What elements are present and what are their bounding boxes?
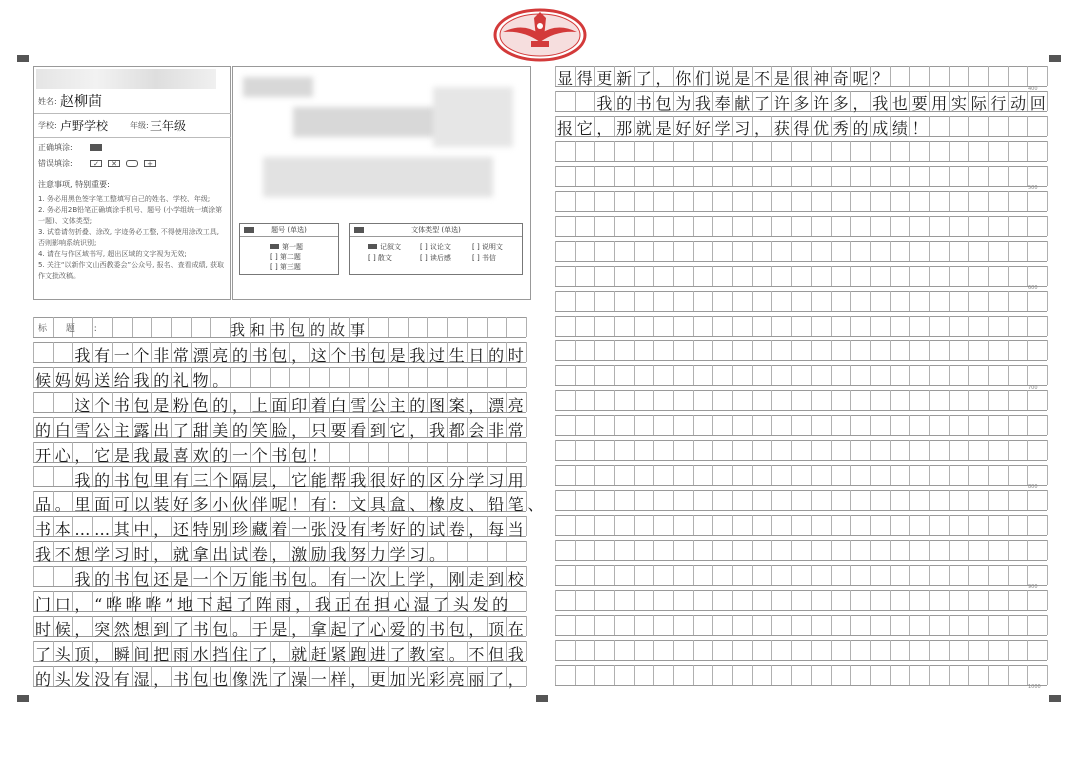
topic-option-1[interactable]: 第一题 <box>270 242 303 252</box>
count-mark: 900 <box>1028 584 1038 590</box>
essay-line[interactable]: 这个书包是粉色的，上面印着白雪公主的图案，漂亮 <box>35 395 528 415</box>
notes-title: 注意事项, 特别重要: <box>38 180 110 189</box>
essay-line[interactable]: 报它，那就是好好学习，获得优秀的成绩！ <box>557 118 932 138</box>
essay-line[interactable]: 的白雪公主露出了甜美的笑脸，只要看到它，我都会非常 <box>35 420 528 440</box>
alignment-marker <box>1049 695 1061 702</box>
name-value[interactable]: 赵柳茴 <box>60 94 102 110</box>
topic-select-box <box>239 223 339 275</box>
wrong-fill-label: 错误填涂: <box>38 159 73 168</box>
essay-line[interactable]: 我有一个非常漂亮的书包，这个书包是我过生日的时 <box>35 346 528 365</box>
essay-line[interactable]: 我的书包里有三个隔层，它能帮我很好的区分学习用 <box>35 470 528 490</box>
essay-line[interactable]: 的头发没有湿，书包也像洗了澡一样，更加光彩亮丽了， <box>35 669 528 689</box>
essay-line[interactable]: 开心，它是我最喜欢的一个书包！ <box>35 445 331 465</box>
correct-fill-row <box>34 141 231 155</box>
redacted-area <box>243 77 313 97</box>
school-row <box>34 115 231 138</box>
essay-line[interactable]: 显得更新了，你们说是不是很神奇呢？ <box>557 69 892 88</box>
note-item: 3. 试卷请勿折叠、涂改, 字迹务必工整, 不得使用涂改工具, 否则影响系统识别; <box>38 228 220 247</box>
oval-mark-icon <box>126 160 138 167</box>
redacted-area <box>36 69 216 89</box>
genre-option-letter[interactable]: [ ] 书信 <box>472 254 496 262</box>
topic-option-2[interactable]: [ ] 第二题 <box>270 253 301 261</box>
grade-value[interactable]: 三年级 <box>150 119 187 133</box>
check-mark-icon: ✓ <box>90 160 102 167</box>
genre-select-box <box>349 223 523 275</box>
genre-option-prose[interactable]: [ ] 散文 <box>368 254 392 262</box>
essay-line[interactable]: 了头顶，瞬间把雨水挡住了，就赶紧跑进了教室。不但我 <box>35 644 528 664</box>
genre-option-exposition[interactable]: [ ] 说明文 <box>472 243 503 251</box>
wrong-fill-row <box>34 157 231 171</box>
count-mark: 400 <box>1028 86 1038 92</box>
count-mark: 800 <box>1028 484 1038 490</box>
school-value[interactable]: 卢野学校 <box>60 119 109 133</box>
note-item: 4. 请在与作区域书写, 超出区域的文字视为无效; <box>38 250 187 258</box>
genre-header: 文体类型 (单选) <box>411 226 461 234</box>
essay-line[interactable]: 我不想学习时，就拿出试卷，激励我努力学习。 <box>35 545 449 565</box>
count-mark: 600 <box>1028 285 1038 291</box>
note-item: 1. 务必用黑色签字笔工整填写自己的姓名、学校、年级; <box>38 195 211 203</box>
count-mark: 700 <box>1028 385 1038 391</box>
count-mark: 500 <box>1028 185 1038 191</box>
school-logo-icon <box>493 8 587 62</box>
redacted-area <box>263 157 493 197</box>
essay-line[interactable]: 我的书包为我奉献了许多许多，我也要用实际行动回 <box>557 93 1050 113</box>
plus-mark-icon: + <box>144 160 156 167</box>
count-mark: 1000 <box>1028 684 1041 690</box>
alignment-marker <box>17 695 29 702</box>
alignment-marker <box>1049 55 1061 62</box>
redacted-area <box>433 87 513 147</box>
essay-line[interactable]: 我的书包还是一个万能书包。有一次上学，刚走到校 <box>35 570 528 590</box>
name-label: 姓名: <box>38 97 57 106</box>
essay-line[interactable]: 书本……其中，还特别珍藏着一张没有考好的试卷，每当 <box>35 520 528 540</box>
student-info-panel <box>33 66 231 300</box>
topic-option-3[interactable]: [ ] 第三题 <box>270 263 301 271</box>
genre-option-review[interactable]: [ ] 读后感 <box>420 254 451 262</box>
alignment-marker <box>17 55 29 62</box>
essay-line[interactable]: 品。里面可以装好多小伙伴呢！有：文具盒、橡皮、铅笔、 <box>35 495 548 515</box>
genre-option-argument[interactable]: [ ] 议论文 <box>420 243 451 251</box>
correct-fill-label: 正确填涂: <box>38 143 73 152</box>
essay-title[interactable]: 我和书包的故事 <box>230 321 371 339</box>
topic-header: 题号 (单选) <box>271 226 307 234</box>
grade-label: 年级: <box>130 121 149 130</box>
filled-mark-icon <box>90 144 102 151</box>
alignment-marker <box>536 695 548 702</box>
title-label: 标 题 : <box>38 324 105 334</box>
essay-line[interactable]: 门口，“哗哗哗”地下起了阵雨，我正在担心湿了头发的 <box>35 595 512 614</box>
cross-mark-icon: ✕ <box>108 160 120 167</box>
name-row <box>34 91 231 114</box>
note-item: 2. 务必用2B铅笔正确填涂手机号、题号 (小学组统一填涂第一题)、文体类型; <box>38 206 223 225</box>
essay-line[interactable]: 时候，突然想到了书包。于是，拿起了心爱的书包，顶在 <box>35 619 528 639</box>
note-item: 5. 关注“以新作文山西教委会”公众号, 报名、查看成绩, 获取作文批改稿。 <box>38 261 225 280</box>
selection-panel <box>232 66 531 300</box>
school-label: 学校: <box>38 121 57 130</box>
notes-section <box>38 179 228 282</box>
genre-option-narrative[interactable]: 记叙文 <box>368 242 401 252</box>
essay-line[interactable]: 候妈妈送给我的礼物。 <box>35 370 233 390</box>
